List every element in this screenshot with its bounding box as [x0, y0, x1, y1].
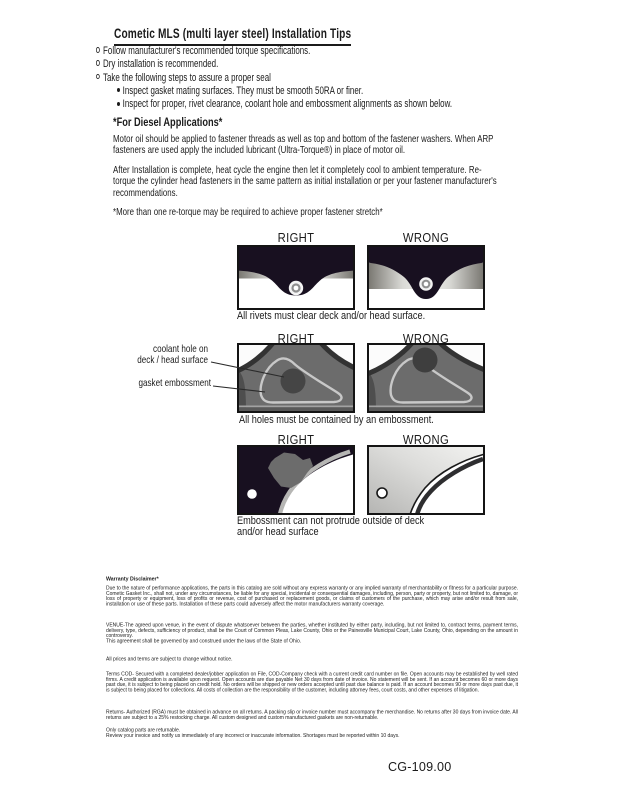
diesel-paragraph-oil: Motor oil should be applied to fastener threads as well as top and bottom of the fastener washers. When ARP fasteners are used apply the included lubricant (Ultra-Torque®) in place of motor oil. [113, 133, 494, 157]
coolant-hole-icon [413, 348, 438, 373]
dot-bullet-icon [117, 102, 120, 106]
terms-paragraph: Terms COD- Secured with a completed dealer/jobber application on File, COD-Company check with a current credit card number on file. Open accounts may be established by well rated firms. A credit application is available upon request. Open accounts are due payable Net 30 days from date of invoice. No statement will be sent. If an account becomes 60 or more days past due, it is subject to being placed on credit hold. No orders will be shipped or new orders accepted until past due balance is paid. If an account becomes 90 or more days past due, it is subject to being placed for collections. All costs of collection are the responsibility of the customer, including attorney fees, court costs, and other expenses of litigation. [106, 671, 518, 694]
diagram-row1-wrong [367, 245, 485, 310]
diagram-row2-wrong [367, 343, 485, 413]
tip-text: Follow manufacturer's recommended torque specifications. [103, 45, 311, 57]
returnable-note: Only catalog parts are returnable. Review your invoice and notify us immediately of any incorrect or inaccurate information. Shortages must be reported within 10 days. [106, 727, 400, 739]
circle-bullet-icon [96, 60, 100, 65]
circle-bullet-icon [96, 47, 100, 52]
warranty-paragraph: Due to the nature of performance applications, the parts in this catalog are sold without any express warranty or any implied warranty of merchantability or fitness for a particular purpose. Cometic Gasket Inc., shall not, under any circumstances, be liable for any special, incidental or consequential damages, including, person, party or property, but not limited to, damage, or loss of property or equipment, loss of profits or revenue, cost of purchased or replacement goods, or claims of customers of the purchase, which may arise and/or result from sale, installation or use of these parts. Installation of these parts could adversely affect the motor manufacturers warranty coverage. [106, 585, 518, 608]
page-code: CG-109.00 [388, 760, 452, 774]
list-item [96, 45, 618, 58]
installation-tips-list [96, 45, 618, 111]
diagram-row3-right [237, 445, 355, 515]
list-item [117, 85, 618, 98]
wrong-label: WRONG [402, 432, 450, 447]
right-label: RIGHT [277, 432, 315, 447]
rivet-icon [289, 281, 303, 295]
diesel-heading: *For Diesel Applications* [113, 115, 223, 129]
wrong-label: WRONG [402, 230, 450, 245]
wrong-label: WRONG [402, 331, 450, 346]
bolt-hole-icon [247, 489, 257, 499]
row1-caption: All rivets must clear deck and/or head surface. [237, 310, 426, 322]
diesel-paragraph-retorque: After Installation is complete, heat cycle the engine then let it completely cool to ambient temperature. Re-torque the cylinder head fasteners in the same pattern as initial installation or per your fastener manufacturer's recommendations. [113, 164, 497, 199]
row2-caption: All holes must be contained by an embossment. [239, 414, 434, 426]
page-title: Cometic MLS (multi layer steel) Installation Tips [114, 26, 351, 46]
bolt-hole-icon [377, 488, 387, 498]
diesel-note: *More than one re-torque may be required to achieve proper fastener stretch* [113, 206, 383, 218]
circle-bullet-icon [96, 74, 100, 79]
rivet-icon [419, 277, 433, 291]
right-label: RIGHT [277, 230, 315, 245]
diagram-row3-wrong [367, 445, 485, 515]
right-label: RIGHT [277, 331, 315, 346]
prices-line: All prices and terms are subject to change without notice. [106, 656, 233, 662]
tip-text: Inspect for proper, rivet clearance, coolant hole and embossment alignments as shown below. [122, 98, 453, 111]
leader-lines [200, 340, 310, 400]
coolant-hole-label: coolant hole on deck / head surface [137, 344, 208, 366]
row3-caption: Embossment can not protrude outside of deck and/or head surface [237, 515, 425, 538]
venue-paragraph: VENUE-The agreed upon venue, in the event of dispute whatsoever between the parties, whether instituted by either party, including, but not limited to, contract terms, payment terms, delivery, type, defects, sufficiency of product, shall be the Court of Common Pleas, Lake County, Ohio or the Painesville Municipal Court, Lake County, Ohio, depending on the amount in controversy. This agreement shall be governed by and construed under the laws of the State of Ohio. [106, 622, 518, 645]
list-item [96, 58, 618, 71]
warranty-disclaimer-heading: Warranty Disclaimer* [106, 576, 159, 582]
returns-paragraph: Returns- Authorized (RGA) must be obtained in advance on all returns. A packing slip or invoice number must accompany the merchandise. No returns after 30 days from invoice date. All returns are subject to a 25% restocking charge. All custom designed and custom manufactured gaskets are non-returnable. [106, 709, 518, 721]
list-item [96, 72, 618, 85]
diagram-row1-right [237, 245, 355, 310]
tip-text: Dry installation is recommended. [103, 58, 219, 71]
gasket-embossment-label: gasket embossment [138, 378, 211, 389]
dot-bullet-icon [117, 88, 120, 92]
list-item [117, 98, 618, 111]
tip-text: Inspect gasket mating surfaces. They must be smooth 50RA or finer. [122, 84, 364, 97]
tip-text: Take the following steps to assure a proper seal [103, 71, 271, 84]
